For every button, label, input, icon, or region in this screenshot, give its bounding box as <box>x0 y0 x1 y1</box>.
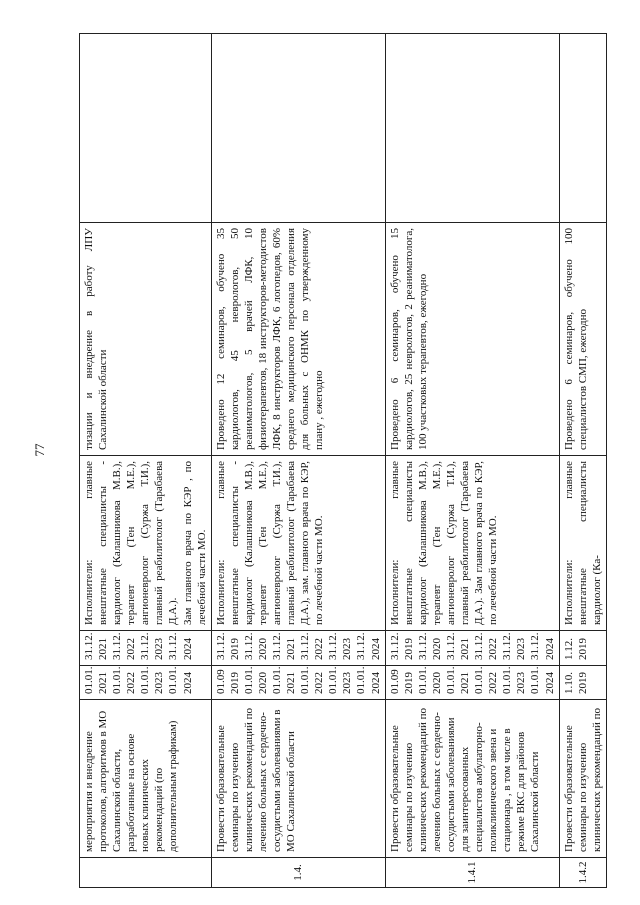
date-line: 01.01. <box>83 666 95 694</box>
date-line: 2020 <box>256 638 269 660</box>
date-line: 31.12. <box>501 632 514 660</box>
date-line: 2022 <box>313 638 326 660</box>
table-row <box>559 34 606 888</box>
date-line: 31.12. <box>529 632 542 660</box>
end-date-cell <box>211 631 385 666</box>
executors-cell: Исполнители: главные внештатные специалисты - кардиолог (Калашникова М.В.), терапевт (Тен М.Е.), ангионевролог (Суржа Т.И.), главный реабилитолог (Тарабаева Д.А.). Зам главного врача по КЭР , по лечебной части МО. <box>80 456 212 631</box>
executors-cell: Исполнители: главные внештатные специалисты кардиолог (Калашникова М.В.), терапевт (Тен М.Е.), ангионевролог (Суржа Т.И.), главный реабилитолог (Тарабаева Д.А.). Зам главного врача по КЭР, по лечебной части МО. <box>385 456 559 631</box>
date-line: 01.01. <box>271 666 284 694</box>
date-line: 01.01. <box>444 666 457 694</box>
date-line: 2022 <box>487 672 500 694</box>
date-line: 2019 <box>402 638 415 660</box>
date-line: 01.01. <box>167 666 180 694</box>
date-line: 31.12. <box>167 632 180 660</box>
end-date-cell <box>80 631 212 666</box>
date-line: 2019 <box>228 638 241 660</box>
date-line: 2021 <box>97 672 110 694</box>
result-cell: Проведено 6 семинаров, обучено 15 кардиологов, 25 неврологов, 2 реаниматолога, 100 участковых терапевтов, ежегодно <box>385 223 559 456</box>
date-line: 2024 <box>181 672 194 694</box>
date-line: 2023 <box>153 638 166 660</box>
date-line: 01.09 <box>214 669 227 694</box>
date-line: 01.01. <box>299 666 312 694</box>
date-line: 31.12. <box>388 632 401 660</box>
date-line: 31.12. <box>83 632 95 660</box>
rotated-page-content <box>79 34 603 888</box>
date-line: 2023 <box>341 638 354 660</box>
executors-cell: Исполнители: главные внештатные специалисты - кардиолог (Калашникова М.В.), терапевт (Тен М.Е.), ангионевролог (Суржа Т.И.), главный реабилитолог (Тарабаева Д.А.), зам. главного врача по КЭР, по лечебной части МО. <box>211 456 385 631</box>
date-line: 31.12. <box>271 632 284 660</box>
date-line: 2022 <box>487 638 500 660</box>
date-line: 2020 <box>430 638 443 660</box>
event-cell: мероприятия и внедрение протоколов, алгоритмов в МО Сахалинской области, разработанные на основе новых клинических рекомендаций (по дополнительным графикам) <box>80 700 212 858</box>
date-line: 01.09 <box>388 669 401 694</box>
date-line: 2019 <box>576 638 589 660</box>
date-line: 2023 <box>153 672 166 694</box>
start-date-cell <box>385 666 559 700</box>
date-line: 2020 <box>430 672 443 694</box>
blank-cell <box>559 34 606 223</box>
date-line: 01.01. <box>501 666 514 694</box>
date-line: 31.12. <box>139 632 152 660</box>
date-line: 2024 <box>369 672 382 694</box>
blank-cell <box>385 34 559 223</box>
result-cell: Проведено 6 семинаров, обучено 100 специалистов СМП, ежегодно <box>559 223 606 456</box>
date-line: 31.12. <box>473 632 486 660</box>
date-line: 2021 <box>459 672 472 694</box>
start-date-cell <box>559 666 606 700</box>
date-line: 01.01. <box>327 666 340 694</box>
date-line: 31.12. <box>242 632 255 660</box>
blank-cell <box>211 34 385 223</box>
table-row <box>385 34 559 888</box>
start-date-cell <box>80 666 212 700</box>
date-line: 2024 <box>543 672 556 694</box>
date-line: 2022 <box>125 672 138 694</box>
event-cell: Провести образовательные семинары по изучению клинических рекомендаций по <box>559 700 606 858</box>
date-line: 2021 <box>459 638 472 660</box>
date-line: 2023 <box>515 638 528 660</box>
date-line: 2021 <box>285 672 298 694</box>
row-number: 1.4. <box>211 858 385 888</box>
date-line: 1.12. <box>562 638 575 660</box>
date-line: 01.01. <box>416 666 429 694</box>
row-number: 1.4.1 <box>385 858 559 888</box>
action-plan-table <box>79 33 607 888</box>
date-line: 31.12. <box>327 632 340 660</box>
date-line: 01.01. <box>139 666 152 694</box>
date-line: 2020 <box>256 672 269 694</box>
date-line: 2022 <box>125 638 138 660</box>
result-cell: Проведено 12 семинаров, обучено 35 кардиологов, 45 неврологов, 50 реаниматологов, 5 врачей ЛФК, 10 физиотерапевтов, 18 инструкторов-методистов ЛФК, 8 инструкторов ЛФК, 6 логопедов, 60% среднего медицинского персонала отделения для больных с ОНМК по утвержденному плану , ежегодно <box>211 223 385 456</box>
date-line: 31.12. <box>444 632 457 660</box>
date-line: 31.12. <box>214 632 227 660</box>
date-line: 01.01. <box>473 666 486 694</box>
date-line: 1.10. <box>562 672 575 694</box>
row-number: 1.4.2 <box>559 858 606 888</box>
start-date-cell <box>211 666 385 700</box>
date-line: 31.12. <box>111 632 124 660</box>
date-line: 2019 <box>402 672 415 694</box>
date-line: 31.12. <box>299 632 312 660</box>
row-number <box>80 858 212 888</box>
date-line: 2023 <box>341 672 354 694</box>
result-cell: тизации и внедрение в работу ЛПУ Сахалинской области <box>80 223 212 456</box>
date-line: 2019 <box>576 672 589 694</box>
table-body <box>80 34 607 888</box>
table-row <box>80 34 212 888</box>
date-line: 2021 <box>97 638 110 660</box>
date-line: 2024 <box>543 638 556 660</box>
event-cell: Провести образовательные семинары по изучению клинических рекомендаций по лечению больных с сердечно-сосудистыми заболеваниями в МО Сахалинской области <box>211 700 385 858</box>
page-number: 77 <box>32 443 47 457</box>
date-line: 2024 <box>181 638 194 660</box>
date-line: 01.01. <box>529 666 542 694</box>
date-line: 2023 <box>515 672 528 694</box>
date-line: 31.12. <box>416 632 429 660</box>
date-line: 01.01. <box>242 666 255 694</box>
date-line: 2021 <box>285 638 298 660</box>
executors-cell: Исполнители: главные внештатные специалисты кардиолог (Ка- <box>559 456 606 631</box>
end-date-cell <box>385 631 559 666</box>
date-line: 2019 <box>228 672 241 694</box>
date-line: 01.01. <box>111 666 124 694</box>
date-line: 2022 <box>313 672 326 694</box>
table-row <box>211 34 385 888</box>
date-line: 01.01. <box>355 666 368 694</box>
date-line: 31.12. <box>355 632 368 660</box>
event-cell: Провести образовательные семинары по изучению клинических рекомендаций по лечению больных с сердечно-сосудистыми заболеваниями для заинтересованных специалистов амбулаторно- поликлинического звена и стационара , в том числе в режиме ВКС для районов Сахалинской области <box>385 700 559 858</box>
blank-cell <box>80 34 212 223</box>
date-line: 2024 <box>369 638 382 660</box>
end-date-cell <box>559 631 606 666</box>
